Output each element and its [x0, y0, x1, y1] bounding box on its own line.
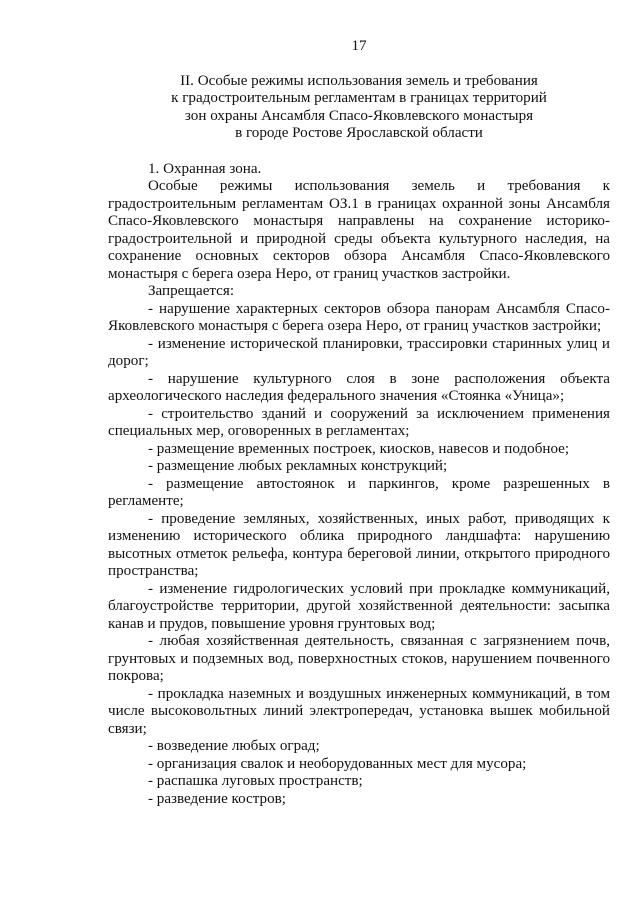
heading-line: в городе Ростове Ярославской области: [235, 125, 483, 141]
list-item: - размещение любых рекламных конструкций;: [148, 458, 448, 474]
list-item: - изменение исторической планировки, трассировки старинных улиц и дорог;: [108, 335, 610, 369]
list-item: - нарушение характерных секторов обзора панорам Ансамбля Спасо-Яковлевского монастыря с берега озера Неро, от границ участков застройки;: [108, 300, 610, 334]
heading-line: к градостроительным регламентам в границах территорий: [171, 90, 547, 106]
list-item: - прокладка наземных и воздушных инженерных коммуникаций, в том числе высоковольтных линий электропередач, установка вышек мобильной связи;: [108, 685, 610, 737]
heading-line: II. Особые режимы использования земель и требования: [180, 72, 538, 89]
page-number: 17: [351, 38, 367, 54]
list-item: - возведение любых оград;: [148, 738, 320, 754]
zone-title: 1. Охранная зона.: [148, 160, 262, 177]
list-item: - изменение гидрологических условий при прокладке коммуникаций, благоустройстве территории, другой хозяйственной деятельности: засыпка канав и прудов, повышение уровня грунтовых вод;: [108, 580, 610, 632]
list-item: - проведение земляных, хозяйственных, иных работ, приводящих к изменению исторического облика природного ландшафта: нарушению высотных отметок рельефа, контура береговой линии, открытого природного пространства;: [108, 510, 610, 579]
forbidden-label: Запрещается:: [148, 283, 235, 299]
list-item: - любая хозяйственная деятельность, связанная с загрязнением почв, грунтовых и подземных вод, поверхностных стоков, нарушением почвенного покрова;: [108, 633, 610, 684]
list-item: - организация свалок и необорудованных мест для мусора;: [148, 755, 527, 772]
forbidden-list: [108, 301, 610, 809]
list-item: - строительство зданий и сооружений за исключением применения специальных мер, оговоренных в регламентах;: [108, 405, 610, 439]
list-item: - размещение автостоянок и паркингов, кроме разрешенных в регламенте;: [108, 475, 610, 509]
list-item: - нарушение культурного слоя в зоне расположения объекта археологического наследия федерального значения «Стоянка «Уница»;: [108, 370, 610, 404]
list-item: - распашка луговых пространств;: [148, 773, 363, 789]
section-heading: [108, 73, 610, 143]
document-page: [108, 38, 610, 808]
intro-paragraph: Особые режимы использования земель и требования к градостроительным регламентам ОЗ.1 в границах охранной зоны Ансамбля Спасо-Яковлевского монастыря направлены на сохранение историко-градостроительной и природной среды объекта культурного наследия, на сохранение основных секторов обзора Ансамбля Спасо-Яковлевского монастыря с берега озера Неро, от границ участков застройки.: [108, 178, 610, 282]
list-item: - разведение костров;: [148, 790, 286, 807]
list-item: - размещение временных построек, киосков, навесов и подобное;: [148, 440, 570, 457]
heading-line: зон охраны Ансамбля Спасо-Яковлевского монастыря: [184, 107, 534, 124]
